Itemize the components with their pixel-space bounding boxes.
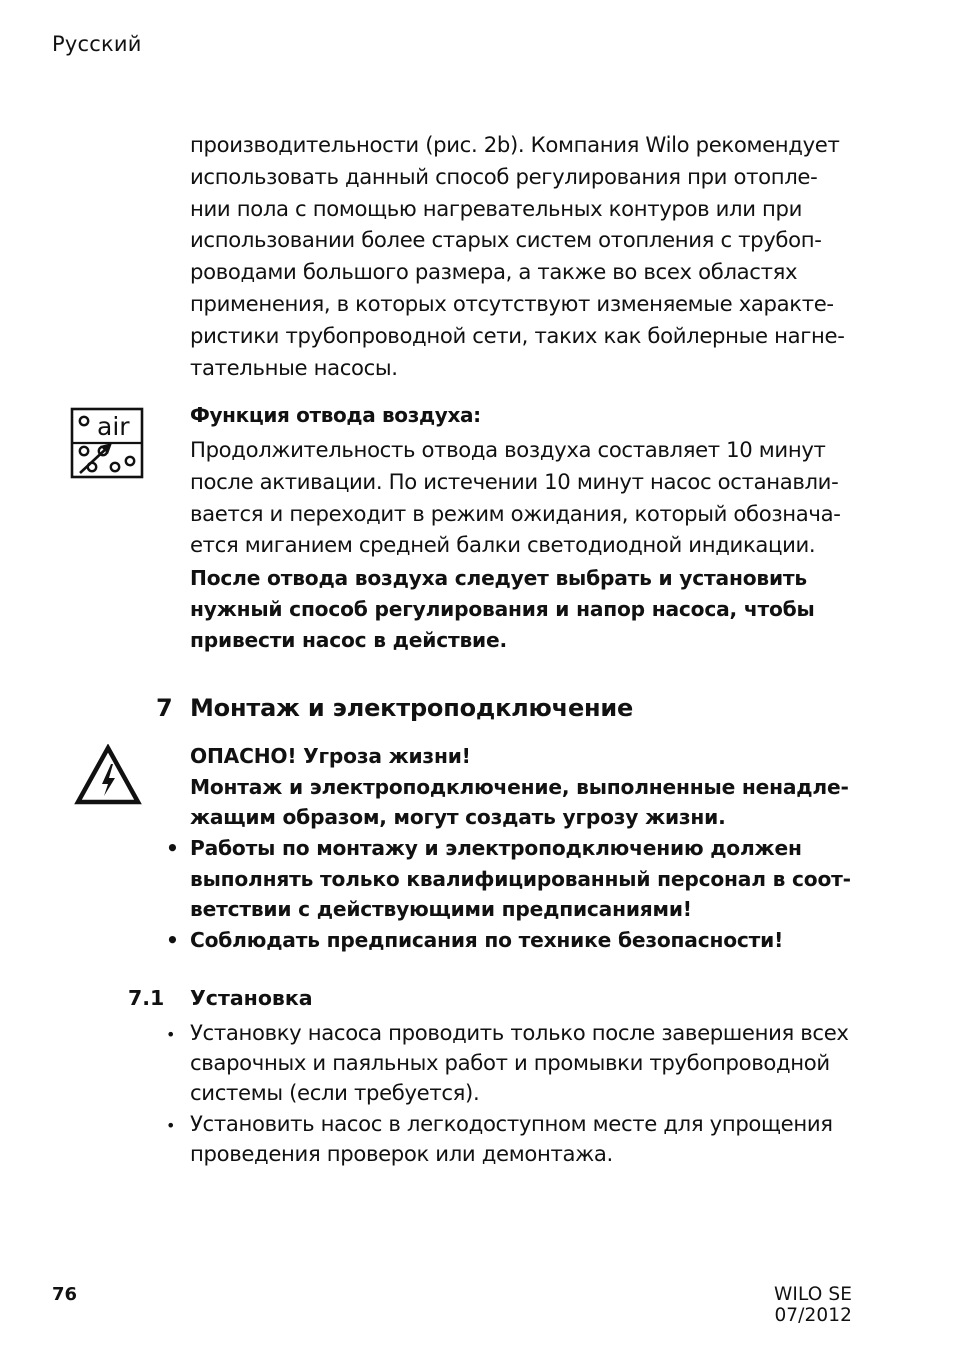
air-venting-icon [70,407,144,479]
section-number: 7 [156,694,173,722]
header-language: Русский [52,32,142,56]
bullet-symbol: • [166,927,179,952]
text-line: нужный способ регулирования и напор насоса, чтобы [190,597,815,621]
text-line: выполнять только квалифицированный персонал в соот- [190,866,851,891]
text-line: Соблюдать предписания по технике безопасности! [190,927,784,952]
list-item [166,1109,886,1169]
text-line: производительности (рис. 2b). Компания Wilo рекомендует [190,132,840,157]
electrical-hazard-icon [74,744,142,806]
text-line: Установку насоса проводить только после завершения всех [190,1020,849,1045]
bullet-symbol: • [166,1115,176,1135]
list-item [166,1018,886,1109]
air-icon-label: air [97,412,130,441]
text-line: Монтаж и электроподключение, выполненные ненадле- [190,774,849,799]
subsection-number: 7.1 [128,986,165,1010]
text-line: Продолжительность отвода воздуха составляет 10 минут [190,437,826,462]
list-item [166,833,886,925]
installation-bullet-list [166,1018,886,1169]
bullet-symbol: • [166,836,179,860]
text-line: проведения проверок или демонтажа. [190,1140,613,1166]
danger-warning [190,741,870,833]
subsection-title: Установка [190,986,313,1010]
bullet-symbol: • [166,1025,176,1044]
danger-heading: ОПАСНО! Угроза жизни! [190,744,471,768]
intro-paragraph [190,129,870,383]
danger-bullet-list [166,833,886,955]
section-title: Монтаж и электроподключение [190,694,634,722]
text-line: применения, в которых отсутствуют изменяемые характе- [190,290,834,316]
text-line: После отвода воздуха следует выбрать и установить [190,566,807,590]
text-line: использовании более старых систем отопления с трубоп- [190,227,822,253]
list-item [166,925,886,956]
text-line: нии пола с помощью нагревательных контуров или при [190,195,803,221]
text-line: сварочных и паяльных работ и промывки трубопроводной [190,1050,830,1076]
air-function-note [190,563,870,656]
text-line: ется миганием средней балки светодиодной индикации. [190,532,816,558]
text-line: привести насос в действие. [190,628,507,652]
text-line: после активации. По истечении 10 минут насос останавли- [190,468,839,494]
text-line: ристики трубопроводной сети, таких как бойлерные нагне- [190,322,845,348]
text-line: Работы по монтажу и электроподключению должен [190,836,802,860]
text-line: Установить насос в легкодоступном месте для упрощения [190,1110,833,1136]
text-line: роводами большого размера, а также во всех областях [190,259,798,285]
text-line: вается и переходит в режим ожидания, который обознача- [190,500,841,526]
publisher-info: WILO SE 07/2012 [774,1284,852,1326]
text-line: использовать данный способ регулирования при отопле- [190,163,818,189]
page-number: 76 [52,1284,78,1305]
air-function-heading: Функция отвода воздуха: [190,403,481,427]
text-line: жащим образом, могут создать угрозу жизни. [190,805,726,830]
air-function-text [190,434,870,561]
text-line: тательные насосы. [190,354,398,380]
text-line: ветствии с действующими предписаниями! [190,897,692,922]
text-line: системы (если требуется). [190,1080,480,1106]
